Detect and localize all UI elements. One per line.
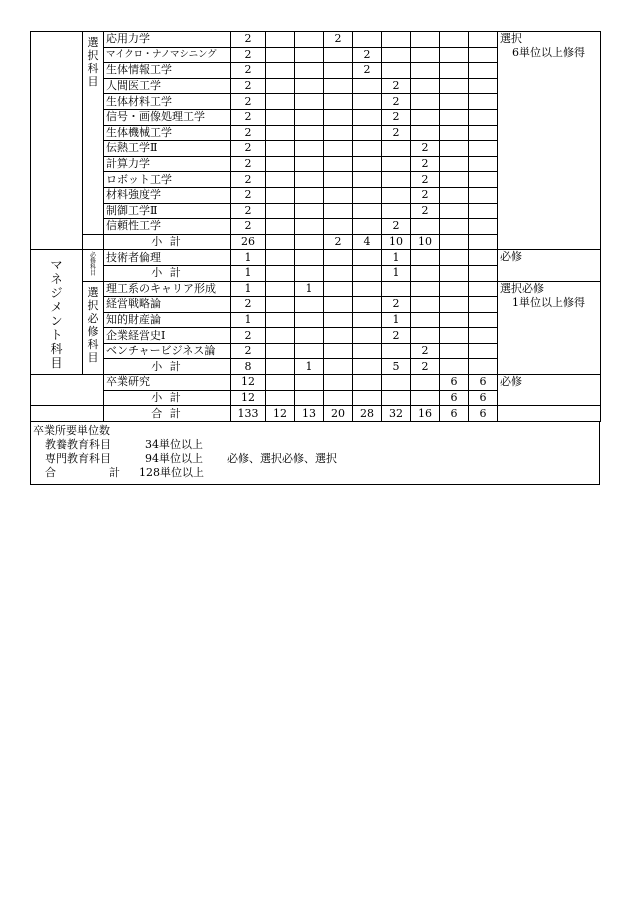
semester-cell: [266, 359, 295, 375]
semester-cell: [440, 250, 469, 266]
semester-cell: [324, 141, 353, 157]
semester-cell: [411, 375, 440, 391]
semester-cell: [440, 343, 469, 359]
semester-cell: [295, 63, 324, 79]
semester-cell: [440, 265, 469, 281]
semester-cell: [295, 343, 324, 359]
semester-cell: [469, 32, 498, 48]
course-name: 生体材料工学: [104, 94, 231, 110]
credits-cell: 2: [231, 94, 266, 110]
semester-cell: [266, 63, 295, 79]
course-name: 信頼性工学: [104, 219, 231, 235]
semester-cell: [324, 297, 353, 313]
semester-cell: [469, 187, 498, 203]
semester-cell: 6: [440, 375, 469, 391]
credits-cell: 2: [231, 343, 266, 359]
semester-cell: [353, 343, 382, 359]
graduation-requirements: [30, 422, 600, 485]
semester-cell: [440, 125, 469, 141]
semester-cell: 6: [440, 406, 469, 422]
semester-cell: 2: [411, 156, 440, 172]
semester-cell: [266, 94, 295, 110]
semester-cell: [353, 265, 382, 281]
semester-cell: [295, 328, 324, 344]
semester-cell: 2: [382, 328, 411, 344]
semester-cell: [469, 78, 498, 94]
semester-cell: [353, 375, 382, 391]
semester-cell: [324, 281, 353, 297]
semester-cell: [324, 359, 353, 375]
credits-cell: 8: [231, 359, 266, 375]
credits-cell: 2: [231, 156, 266, 172]
subtotal-label: 合 計: [104, 406, 231, 422]
semester-cell: [266, 312, 295, 328]
semester-cell: [469, 359, 498, 375]
semester-cell: [266, 187, 295, 203]
semester-cell: [353, 281, 382, 297]
table-row: [31, 250, 601, 266]
semester-cell: 5: [382, 359, 411, 375]
semester-cell: 16: [411, 406, 440, 422]
semester-cell: [295, 125, 324, 141]
semester-cell: [440, 94, 469, 110]
semester-cell: [469, 343, 498, 359]
semester-cell: [469, 265, 498, 281]
semester-cell: [266, 234, 295, 250]
semester-cell: [440, 109, 469, 125]
semester-cell: [324, 63, 353, 79]
semester-cell: [324, 94, 353, 110]
semester-cell: [295, 390, 324, 406]
table-row: [31, 375, 601, 391]
semester-cell: [266, 172, 295, 188]
semester-cell: [440, 32, 469, 48]
semester-cell: [295, 172, 324, 188]
semester-cell: [469, 172, 498, 188]
course-name: 知的財産論: [104, 312, 231, 328]
semester-cell: [266, 109, 295, 125]
semester-cell: [266, 390, 295, 406]
semester-cell: [469, 63, 498, 79]
semester-cell: 10: [382, 234, 411, 250]
note-cell-blank: [498, 406, 601, 422]
semester-cell: [382, 47, 411, 63]
semester-cell: [295, 141, 324, 157]
semester-cell: [324, 328, 353, 344]
requirement-row-specialized: 専門教育科目 94単位以上 必修、選択必修、選択: [45, 451, 337, 465]
credits-cell: 2: [231, 219, 266, 235]
course-name: 理工系のキャリア形成: [104, 281, 231, 297]
semester-cell: [324, 125, 353, 141]
semester-cell: [411, 297, 440, 313]
semester-cell: [382, 32, 411, 48]
semester-cell: [440, 219, 469, 235]
credits-cell: 12: [231, 375, 266, 391]
semester-cell: 2: [324, 32, 353, 48]
group-label-elective-required: 選 択 必 修 科 目: [83, 281, 104, 375]
semester-cell: [440, 203, 469, 219]
semester-cell: [440, 281, 469, 297]
subtotal-label: 小 計: [104, 265, 231, 281]
semester-cell: [440, 328, 469, 344]
semester-cell: [469, 156, 498, 172]
course-name: 技術者倫理: [104, 250, 231, 266]
semester-cell: [353, 172, 382, 188]
semester-cell: [266, 47, 295, 63]
category-label-management: マ ネ ジ メ ン ト 科 目: [31, 250, 83, 375]
credits-cell: 1: [231, 281, 266, 297]
semester-cell: [411, 78, 440, 94]
semester-cell: [324, 187, 353, 203]
semester-cell: [295, 250, 324, 266]
semester-cell: [382, 343, 411, 359]
semester-cell: [295, 265, 324, 281]
credits-cell: 2: [231, 109, 266, 125]
semester-cell: 20: [324, 406, 353, 422]
credits-cell: 12: [231, 390, 266, 406]
course-name: 制御工学Ⅱ: [104, 203, 231, 219]
note-title: 選択: [500, 32, 522, 45]
semester-cell: 2: [353, 63, 382, 79]
course-name: マイクロ・ナノマシニング: [104, 47, 231, 63]
semester-cell: [440, 187, 469, 203]
semester-cell: [440, 156, 469, 172]
semester-cell: [353, 156, 382, 172]
semester-cell: [266, 297, 295, 313]
table-row: [31, 32, 601, 48]
course-name: 応用力学: [104, 32, 231, 48]
semester-cell: 1: [295, 281, 324, 297]
course-name: 計算力学: [104, 156, 231, 172]
semester-cell: [324, 172, 353, 188]
semester-cell: [353, 109, 382, 125]
semester-cell: [469, 312, 498, 328]
credits-cell: 1: [231, 250, 266, 266]
credits-cell: 2: [231, 203, 266, 219]
semester-cell: 2: [411, 343, 440, 359]
note-required: [498, 250, 601, 281]
course-name: 材料強度学: [104, 187, 231, 203]
semester-cell: [324, 78, 353, 94]
semester-cell: [266, 375, 295, 391]
course-name: ロボット工学: [104, 172, 231, 188]
semester-cell: [295, 219, 324, 235]
semester-cell: [266, 32, 295, 48]
semester-cell: [469, 328, 498, 344]
subtotal-label: 小 計: [104, 234, 231, 250]
semester-cell: [266, 156, 295, 172]
semester-cell: [295, 156, 324, 172]
semester-cell: [382, 390, 411, 406]
semester-cell: 1: [382, 250, 411, 266]
requirement-row-liberal: 教養教育科目 34単位以上: [45, 437, 203, 451]
semester-cell: [469, 125, 498, 141]
grand-total-row: [31, 406, 601, 422]
note-title: 必修: [500, 375, 522, 389]
semester-cell: [411, 109, 440, 125]
semester-cell: [382, 203, 411, 219]
semester-cell: 2: [411, 187, 440, 203]
semester-cell: [353, 32, 382, 48]
semester-cell: [411, 63, 440, 79]
semester-cell: [295, 94, 324, 110]
semester-cell: [411, 47, 440, 63]
course-name: 生体情報工学: [104, 63, 231, 79]
semester-cell: [382, 187, 411, 203]
course-name: 信号・画像処理工学: [104, 109, 231, 125]
semester-cell: [295, 32, 324, 48]
credits-cell: 2: [231, 125, 266, 141]
semester-cell: [295, 297, 324, 313]
semester-cell: 2: [324, 234, 353, 250]
semester-cell: [411, 328, 440, 344]
semester-cell: [469, 281, 498, 297]
requirements-title: 卒業所要単位数: [33, 423, 110, 437]
semester-cell: [353, 187, 382, 203]
semester-cell: [324, 265, 353, 281]
semester-cell: [440, 78, 469, 94]
semester-cell: 6: [469, 406, 498, 422]
semester-cell: [353, 328, 382, 344]
semester-cell: [295, 47, 324, 63]
semester-cell: [353, 312, 382, 328]
credits-cell: 2: [231, 78, 266, 94]
category-cell-blank: [31, 406, 104, 422]
credits-cell: 2: [231, 328, 266, 344]
semester-cell: [266, 250, 295, 266]
course-name: 経営戦略論: [104, 297, 231, 313]
semester-cell: 4: [353, 234, 382, 250]
curriculum-sheet: [30, 31, 600, 485]
credits-cell: 2: [231, 63, 266, 79]
semester-cell: 2: [382, 219, 411, 235]
requirement-row-total: 合 計 128単位以上: [45, 465, 204, 479]
semester-cell: [382, 281, 411, 297]
credits-cell: 1: [231, 265, 266, 281]
semester-cell: [295, 312, 324, 328]
note-detail: 1単位以上修得: [512, 295, 585, 309]
credits-cell: 2: [231, 32, 266, 48]
semester-cell: [295, 203, 324, 219]
semester-cell: 28: [353, 406, 382, 422]
semester-cell: [469, 219, 498, 235]
semester-cell: [440, 141, 469, 157]
semester-cell: 2: [411, 172, 440, 188]
semester-cell: [353, 94, 382, 110]
semester-cell: [353, 250, 382, 266]
course-name: 卒業研究: [104, 375, 231, 391]
category-cell-blank: [31, 32, 83, 250]
credits-cell: 2: [231, 297, 266, 313]
semester-cell: 2: [382, 125, 411, 141]
group-label-required: 必 修 科 目: [83, 250, 104, 281]
credits-cell: 1: [231, 312, 266, 328]
semester-cell: [469, 94, 498, 110]
semester-cell: 2: [382, 297, 411, 313]
semester-cell: [324, 219, 353, 235]
semester-cell: 6: [440, 390, 469, 406]
semester-cell: [353, 219, 382, 235]
semester-cell: [353, 125, 382, 141]
semester-cell: [266, 203, 295, 219]
credits-cell: 2: [231, 172, 266, 188]
semester-cell: 32: [382, 406, 411, 422]
semester-cell: [411, 390, 440, 406]
semester-cell: [295, 234, 324, 250]
semester-cell: 6: [469, 390, 498, 406]
semester-cell: [266, 328, 295, 344]
semester-cell: [353, 297, 382, 313]
semester-cell: 13: [295, 406, 324, 422]
note-graduation: [498, 375, 601, 406]
semester-cell: [440, 359, 469, 375]
semester-cell: 1: [295, 359, 324, 375]
semester-cell: [295, 78, 324, 94]
semester-cell: [295, 375, 324, 391]
credits-cell: 2: [231, 47, 266, 63]
semester-cell: 2: [411, 141, 440, 157]
course-name: 生体機械工学: [104, 125, 231, 141]
semester-cell: [382, 172, 411, 188]
semester-cell: [266, 125, 295, 141]
semester-cell: 2: [411, 359, 440, 375]
semester-cell: [440, 312, 469, 328]
semester-cell: [469, 203, 498, 219]
semester-cell: [324, 203, 353, 219]
semester-cell: [353, 203, 382, 219]
semester-cell: [382, 375, 411, 391]
semester-cell: [382, 156, 411, 172]
course-name: 企業経営史Ⅰ: [104, 328, 231, 344]
credits-cell: 26: [231, 234, 266, 250]
semester-cell: 1: [382, 312, 411, 328]
semester-cell: [411, 94, 440, 110]
semester-cell: [411, 125, 440, 141]
note-elective-required: [498, 281, 601, 375]
semester-cell: 10: [411, 234, 440, 250]
course-name: ベンチャービジネス論: [104, 343, 231, 359]
semester-cell: [353, 78, 382, 94]
semester-cell: [324, 250, 353, 266]
semester-cell: [411, 250, 440, 266]
semester-cell: [382, 141, 411, 157]
semester-cell: [295, 187, 324, 203]
semester-cell: 2: [353, 47, 382, 63]
semester-cell: [411, 219, 440, 235]
group-cell-blank: [83, 234, 104, 250]
semester-cell: 6: [469, 375, 498, 391]
semester-cell: [411, 312, 440, 328]
semester-cell: [440, 47, 469, 63]
semester-cell: [324, 312, 353, 328]
semester-cell: 12: [266, 406, 295, 422]
credits-cell: 2: [231, 141, 266, 157]
semester-cell: [469, 250, 498, 266]
semester-cell: [266, 343, 295, 359]
semester-cell: [469, 47, 498, 63]
semester-cell: [266, 219, 295, 235]
semester-cell: [324, 47, 353, 63]
note-elective: [498, 32, 601, 250]
semester-cell: [324, 390, 353, 406]
note-title: 選択必修: [500, 281, 544, 295]
note-title: 必修: [500, 250, 522, 264]
curriculum-table: [30, 31, 601, 422]
subtotal-label: 小 計: [104, 390, 231, 406]
semester-cell: [411, 32, 440, 48]
semester-cell: [382, 63, 411, 79]
semester-cell: [266, 281, 295, 297]
semester-cell: [295, 109, 324, 125]
semester-cell: [469, 297, 498, 313]
semester-cell: [440, 297, 469, 313]
semester-cell: [353, 359, 382, 375]
semester-cell: [353, 141, 382, 157]
note-detail: 6単位以上修得: [512, 46, 585, 59]
semester-cell: 2: [411, 203, 440, 219]
semester-cell: [324, 156, 353, 172]
semester-cell: [266, 78, 295, 94]
subtotal-label: 小 計: [104, 359, 231, 375]
table-row: [31, 281, 601, 297]
semester-cell: [411, 281, 440, 297]
semester-cell: [324, 343, 353, 359]
semester-cell: [440, 234, 469, 250]
semester-cell: [353, 390, 382, 406]
semester-cell: [266, 265, 295, 281]
semester-cell: 2: [382, 94, 411, 110]
semester-cell: [324, 375, 353, 391]
semester-cell: [411, 265, 440, 281]
semester-cell: 1: [382, 265, 411, 281]
semester-cell: [266, 141, 295, 157]
category-cell-blank: [31, 375, 104, 406]
course-name: 人間医工学: [104, 78, 231, 94]
credits-cell: 2: [231, 187, 266, 203]
course-name: 伝熱工学Ⅱ: [104, 141, 231, 157]
semester-cell: [469, 109, 498, 125]
semester-cell: [440, 172, 469, 188]
group-label-elective: 選 択 科 目: [83, 32, 104, 235]
semester-cell: 2: [382, 78, 411, 94]
semester-cell: [469, 141, 498, 157]
semester-cell: 2: [382, 109, 411, 125]
semester-cell: [440, 63, 469, 79]
credits-cell: 133: [231, 406, 266, 422]
semester-cell: [469, 234, 498, 250]
semester-cell: [324, 109, 353, 125]
